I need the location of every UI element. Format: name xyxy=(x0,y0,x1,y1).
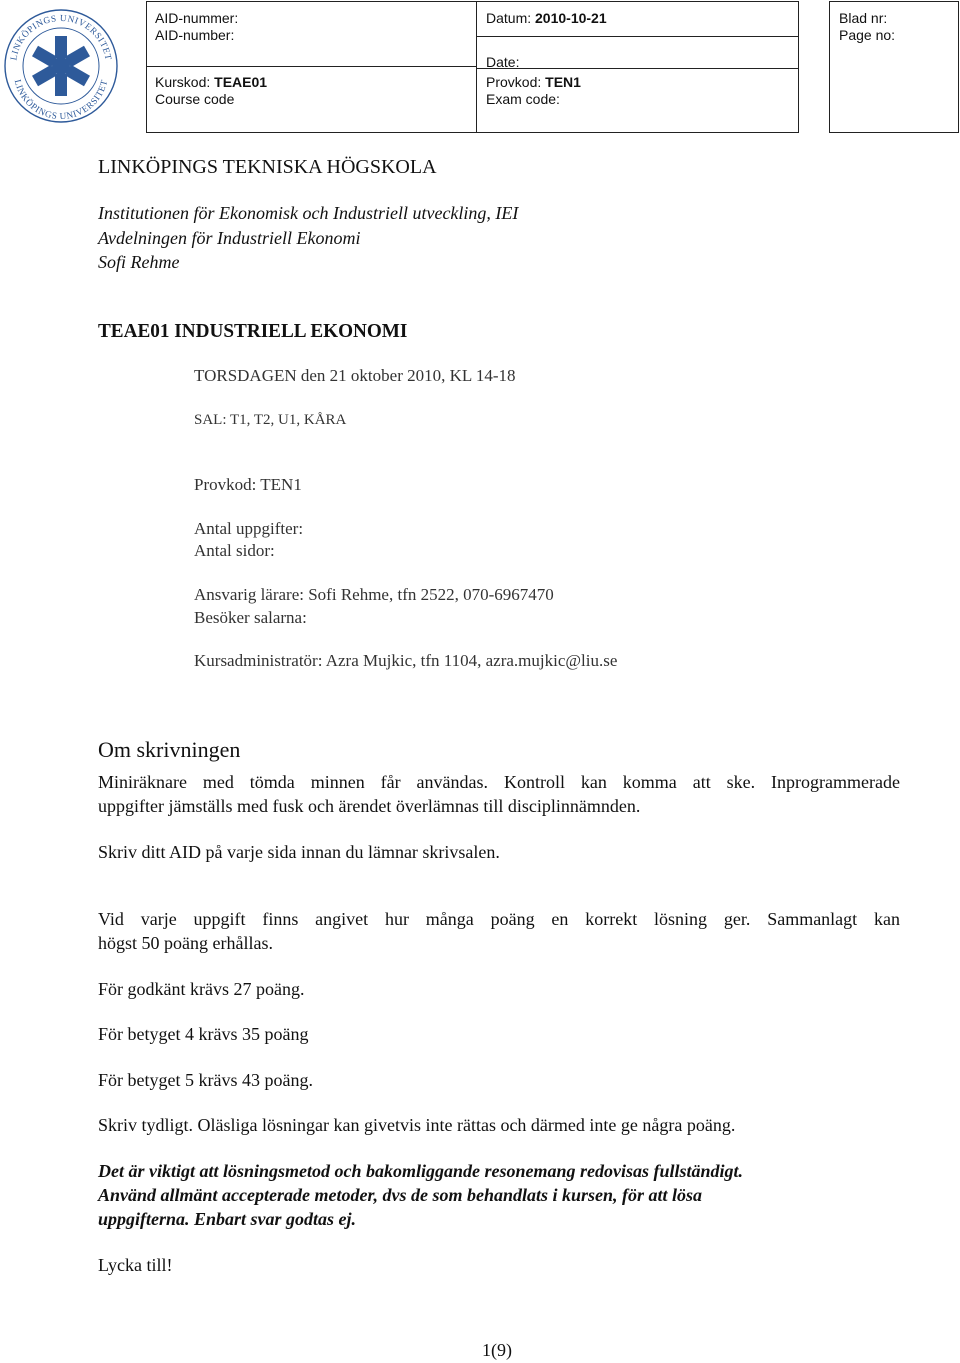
about-heading: Om skrivningen xyxy=(98,737,241,762)
department-line-2: Avdelningen för Industriell Ekonomi xyxy=(98,228,361,248)
exam-code-label: Provkod: xyxy=(486,74,542,90)
num-tasks: Antal uppgifter: xyxy=(194,519,304,538)
method-note-line1: Det är viktigt att lösningsmetod och bakomliggande resonemang redovisas fullständigt. xyxy=(98,1161,744,1181)
university-logo xyxy=(2,2,120,124)
course-code-value: TEAE01 xyxy=(214,74,268,90)
about-p3-line2: högst 50 poäng erhållas. xyxy=(98,933,273,953)
logo-text-bottom: LINKÖPINGS UNIVERSITET xyxy=(12,78,110,122)
course-code-label: Kurskod: xyxy=(155,74,211,90)
date-label-en: Date: xyxy=(486,54,520,70)
about-p1-line2: uppgifter jämställs med fusk och ärendet överlämnas till disciplinnämnden. xyxy=(98,796,641,816)
department-line-3: Sofi Rehme xyxy=(98,252,180,272)
aid-label-en: AID-number: xyxy=(155,27,235,43)
course-code-label-en: Course code xyxy=(155,91,235,107)
closing-greeting: Lycka till! xyxy=(98,1255,173,1275)
method-note-line2: Använd allmänt accepterade metoder, dvs de som behandlats i kursen, för att lösa xyxy=(98,1185,703,1205)
exam-code-label-en: Exam code: xyxy=(486,91,560,107)
logo-text-top: LINKÖPINGS UNIVERSITET xyxy=(8,12,114,62)
about-p3-line1: Vid varje uppgift finns angivet hur många poäng en korrekt lösning ger. Sammanlagt kan xyxy=(98,909,900,929)
about-p2: Skriv ditt AID på varje sida innan du lämnar skrivsalen. xyxy=(98,842,500,862)
write-clearly-note: Skriv tydligt. Oläsliga lösningar kan givetvis inte rättas och därmed inte ge några poäng. xyxy=(98,1115,736,1135)
pass-requirement: För godkänt krävs 27 poäng. xyxy=(98,979,305,999)
header-box-date xyxy=(476,1,799,133)
course-title: TEAE01 INDUSTRIELL EKONOMI xyxy=(98,320,408,342)
date-value: 2010-10-21 xyxy=(535,10,607,26)
grade-4-requirement: För betyget 4 krävs 35 poäng xyxy=(98,1024,309,1044)
header-box-aid xyxy=(146,1,477,133)
exam-datetime: TORSDAGEN den 21 oktober 2010, KL 14-18 xyxy=(194,366,516,385)
school-name: LINKÖPINGS TEKNISKA HÖGSKOLA xyxy=(98,156,437,178)
course-admin: Kursadministratör: Azra Mujkic, tfn 1104, azra.mujkic@liu.se xyxy=(194,651,618,670)
method-note-line3: uppgifterna. Enbart svar godtas ej. xyxy=(98,1209,357,1229)
num-pages: Antal sidor: xyxy=(194,541,275,560)
sheet-label-en: Page no: xyxy=(839,27,896,43)
aid-label-sv: AID-nummer: xyxy=(155,10,239,26)
department-line-1: Institutionen för Ekonomisk och Industriell utveckling, IEI xyxy=(98,203,519,223)
page-number: 1(9) xyxy=(482,1340,512,1360)
room-visits: Besöker salarna: xyxy=(194,608,307,627)
date-label: Datum: xyxy=(486,10,532,26)
sheet-label-sv: Blad nr: xyxy=(839,10,888,26)
exam-rooms: SAL: T1, T2, U1, KÅRA xyxy=(194,412,347,428)
header-box-page xyxy=(829,1,959,133)
exam-code-line: Provkod: TEN1 xyxy=(194,475,302,494)
grade-5-requirement: För betyget 5 krävs 43 poäng. xyxy=(98,1070,313,1090)
exam-code-value: TEN1 xyxy=(545,74,581,90)
responsible-teacher: Ansvarig lärare: Sofi Rehme, tfn 2522, 070-6967470 xyxy=(194,585,554,604)
about-p1-line1: Miniräknare med tömda minnen får användas. Kontroll kan komma att ske. Inprogrammerade xyxy=(98,772,900,792)
